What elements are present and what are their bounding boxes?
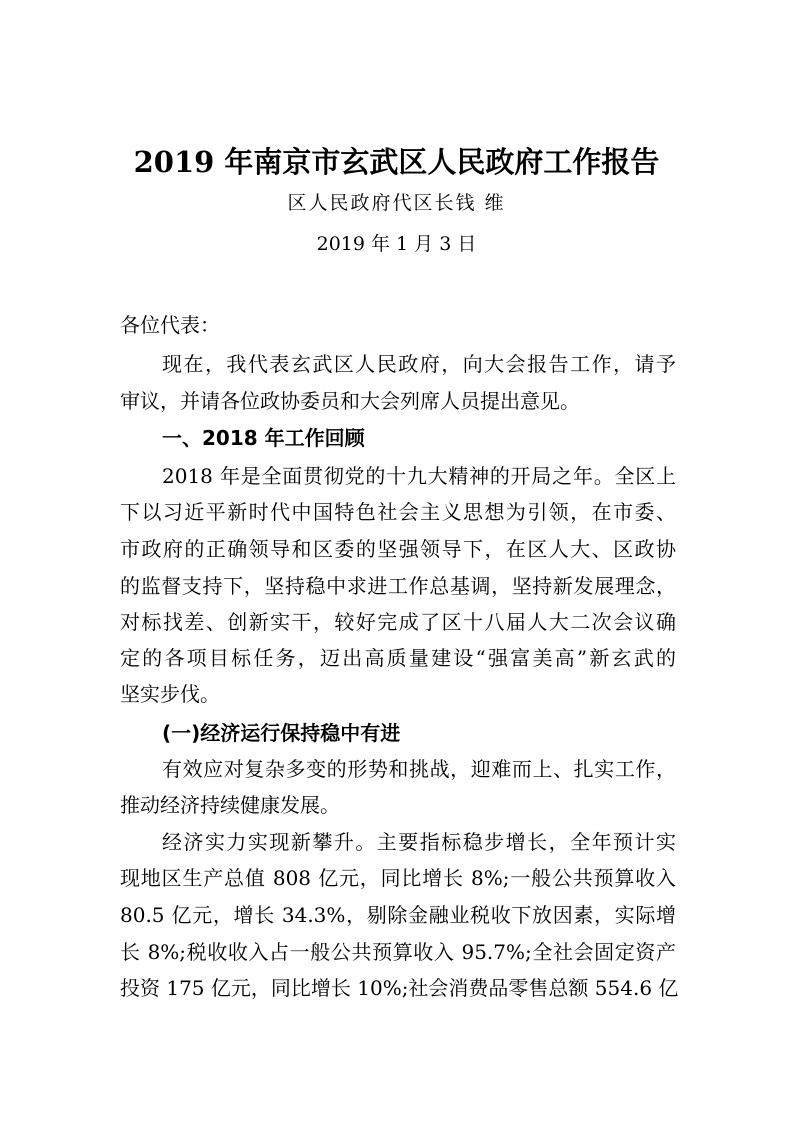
salutation: 各位代表： <box>120 313 220 337</box>
body-line: 现在，我代表玄武区人民政府，向大会报告工作，请予 <box>162 352 676 376</box>
body-line: 长 8%;税收收入占一般公共预算收入 95.7%;全社会固定资产 <box>120 940 676 964</box>
body-line: 的监督支持下，坚持稳中求进工作总基调，坚持新发展理念， <box>120 574 676 598</box>
body-line: 推动经济持续健康发展。 <box>120 793 340 817</box>
body-line: 现地区生产总值 808 亿元，同比增长 8%;一般公共预算收入 <box>120 866 676 890</box>
body-line: 2018 年是全面贯彻党的十九大精神的开局之年。全区上 <box>162 464 676 488</box>
subsection-heading: (一)经济运行保持稳中有进 <box>162 721 401 745</box>
body-line: 审议，并请各位政协委员和大会列席人员提出意见。 <box>120 389 580 413</box>
document-date: 2019 年 1 月 3 日 <box>316 233 477 255</box>
body-line: 80.5 亿元，增长 34.3%，剔除金融业税收下放因素，实际增 <box>120 903 676 927</box>
body-line: 对标找差、创新实干，较好完成了区十八届人大二次会议确 <box>120 610 676 634</box>
body-line: 定的各项目标任务，迈出高质量建设“强富美高”新玄武的 <box>120 646 676 670</box>
document-title: 2019 年南京市玄武区人民政府工作报告 <box>133 145 660 179</box>
document-author: 区人民政府代区长钱 维 <box>287 192 506 214</box>
body-line: 下以习近平新时代中国特色社会主义思想为引领，在市委、 <box>120 500 676 524</box>
body-line: 有效应对复杂多变的形势和挑战，迎难而上、扎实工作， <box>162 757 676 781</box>
body-line: 经济实力实现新攀升。主要指标稳步增长，全年预计实 <box>162 830 676 854</box>
body-line: 坚实步伐。 <box>120 682 220 706</box>
section-heading: 一、2018 年工作回顾 <box>162 426 365 450</box>
body-line: 市政府的正确领导和区委的坚强领导下，在区人大、区政协 <box>120 537 676 561</box>
body-line: 投资 175 亿元，同比增长 10%;社会消费品零售总额 554.6 亿 <box>120 976 679 1000</box>
